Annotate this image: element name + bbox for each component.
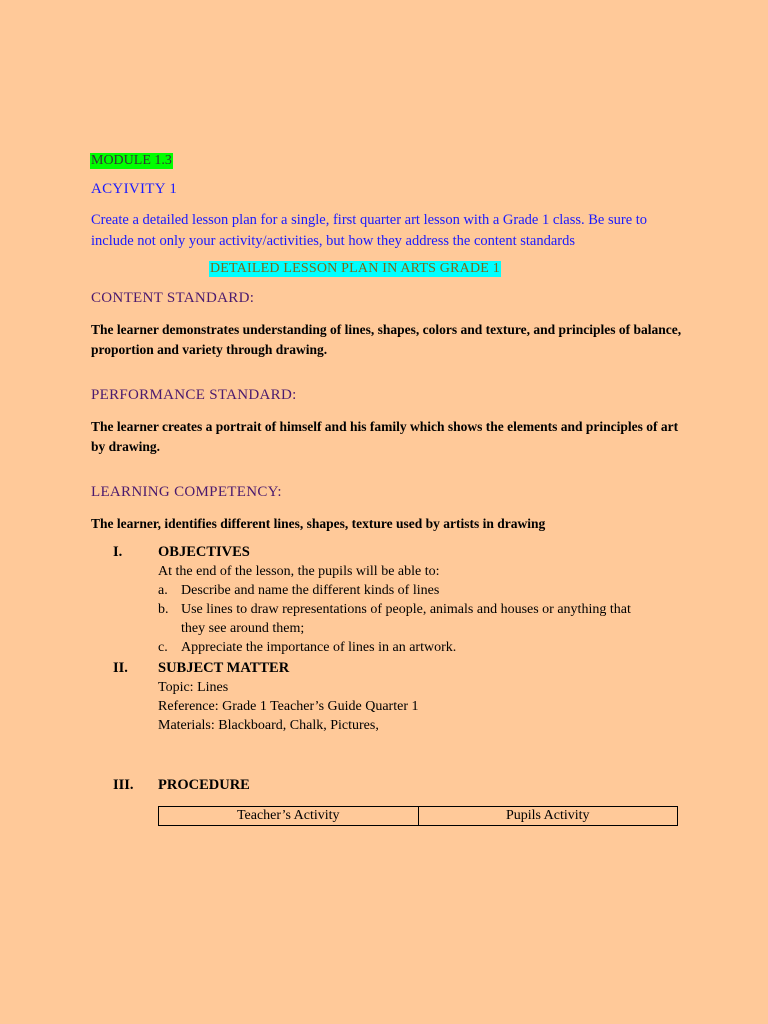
content-standard-text: The learner demonstrates understanding of lines, shapes, colors and texture, and principles of balance, proportion and variety through drawing. [91, 322, 682, 357]
objective-b-letter: b. [158, 602, 169, 617]
content-standard-heading: CONTENT STANDARD: [91, 290, 255, 306]
subject-matter-materials: Materials: Blackboard, Chalk, Pictures, [158, 718, 379, 733]
activity-label: ACYIVITY 1 [91, 181, 178, 197]
performance-standard-text: The learner creates a portrait of himself and his family which shows the elements and principles of art by drawing. [91, 419, 679, 454]
subject-matter-topic: Topic: Lines [158, 680, 229, 695]
objectives-numeral: I. [113, 544, 123, 560]
objective-c-text: Appreciate the importance of lines in an artwork. [181, 640, 457, 655]
subject-matter-numeral: II. [113, 660, 128, 676]
objective-c-letter: c. [158, 640, 168, 655]
objective-a-letter: a. [158, 583, 168, 598]
table-header-pupils-activity: Pupils Activity [418, 807, 678, 825]
objective-a-text: Describe and name the different kinds of lines [181, 583, 440, 598]
procedure-numeral: III. [113, 777, 134, 793]
learning-competency-text: The learner, identifies different lines, shapes, texture used by artists in drawing [91, 516, 546, 531]
performance-standard-heading: PERFORMANCE STANDARD: [91, 387, 297, 403]
learning-competency-heading: LEARNING COMPETENCY: [91, 484, 282, 500]
objectives-title: OBJECTIVES [158, 544, 250, 560]
instructions-paragraph: Create a detailed lesson plan for a single, first quarter art lesson with a Grade 1 class. Be sure to include not only your activity/activities, but how they address the content standards [91, 212, 648, 249]
procedure-title: PROCEDURE [158, 777, 250, 793]
lesson-plan-title: DETAILED LESSON PLAN IN ARTS GRADE 1 [210, 261, 500, 276]
objective-b-text-continued: they see around them; [181, 621, 305, 636]
objectives-intro: At the end of the lesson, the pupils will be able to: [158, 564, 440, 579]
subject-matter-title: SUBJECT MATTER [158, 660, 290, 676]
table-header-teacher-activity: Teacher’s Activity [236, 808, 340, 823]
procedure-table [158, 806, 678, 826]
module-label: MODULE 1.3 [91, 153, 172, 168]
objective-b-text: Use lines to draw representations of people, animals and houses or anything that [181, 602, 631, 617]
subject-matter-reference: Reference: Grade 1 Teacher’s Guide Quarter 1 [158, 699, 419, 714]
